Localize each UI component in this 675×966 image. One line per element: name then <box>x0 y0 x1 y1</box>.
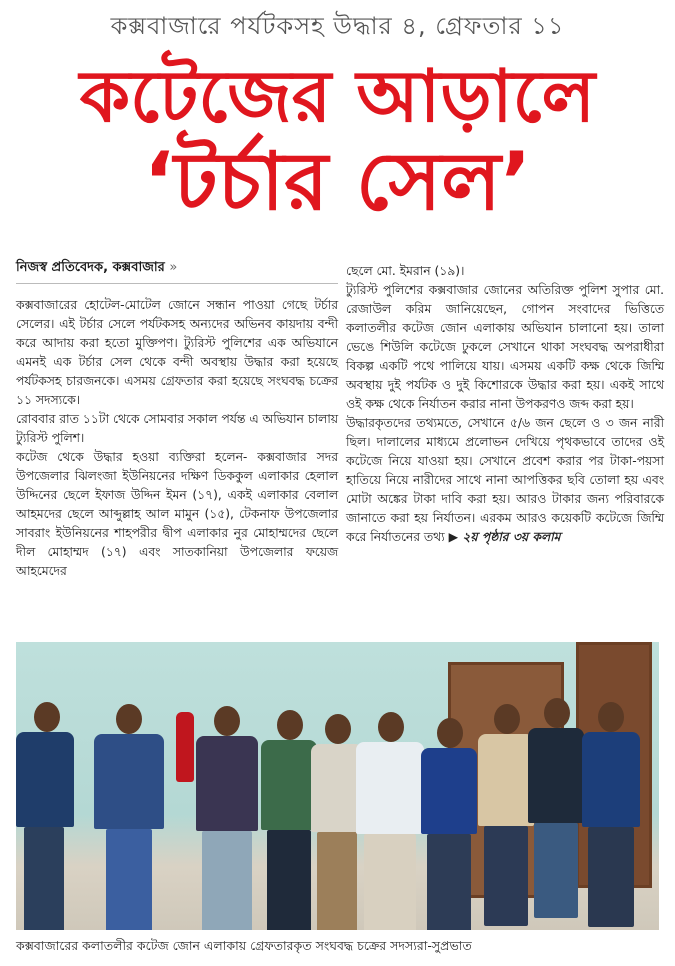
byline <box>16 258 338 284</box>
byline-arrow-icon: » <box>169 260 178 275</box>
main-headline-line-2: ‘টর্চার সেল’ <box>143 135 532 228</box>
news-photo <box>16 642 659 930</box>
paragraph: কটেজ থেকে উদ্ধার হওয়া ব্যক্তিরা হলেন- কক্সবাজার সদর উপজেলার ঝিলংজা ইউনিয়নের দক্ষিণ ডিককুল এলাকার হেলাল উদ্দিনের ছেলে ইফাজ উদ্দিন ইমন (১৭), একই এলাকার বেলাল আহমদের ছেলে আব্দুল্লাহ আল মামুন (১৫), টেকনাফ উপজেলার সাবরাং ইউনিয়নের শাহপরীর দ্বীপ এলাকার নুর মোহাম্মদের ছেলে দীল মোহাম্মদ (১৭) এবং সাতকানিয়া উপজেলার ফয়েজ আহমেদের <box>16 450 338 578</box>
continuation-text: ২য় পৃষ্ঠার ৩য় কলাম <box>462 530 561 544</box>
kicker-headline: কক্সবাজারে পর্যটকসহ উদ্ধার ৪, গ্রেফতার ১১ <box>110 12 565 40</box>
paragraph <box>346 414 664 547</box>
paragraph-text: উদ্ধারকৃতদের তথ্যমতে, সেখানে ৫/৬ জন ছেলে ও ৩ জন নারী ছিল। দালালের মাধ্যমে প্রলোভন দেখিয়ে পৃথকভাবে তাদের ওই কটেজে নিয়ে যাওয়া হয়। সেখানে প্রবেশ করার পর টাকা-পয়সা হাতিয়ে নিয়ে নারীদের সাথে নানা আপত্তিকর ছবি তোলা হয় এবং মোটা অঙ্কের টাকা দাবি করা হয়। আরও টাকার জন্য পরিবারকে জানাতে করা হয় নির্যাতন। এরকম আরও কয়েকটি কটেজে জিম্মি করে নির্যাতনের তথ্য <box>346 416 664 544</box>
article-column-right <box>346 262 664 547</box>
fire-extinguisher <box>176 712 194 782</box>
continuation-jump-link[interactable] <box>449 530 561 544</box>
paragraph: কক্সবাজারের হোটেল-মোটেল জোনে সন্ধান পাওয়া গেছে টর্চার সেলের। এই টর্চার সেলে পর্যটকসহ অন্যদের অভিনব কায়দায় বন্দী করে আদায় করা হতো মুক্তিপণ। ট্যুরিস্ট পুলিশের এক অভিযানে এমনই এক টর্চার সেল থেকে বন্দী অবস্থায় উদ্ধার করা হয়েছে পর্যটকসহ চারজনকে। এসময় গ্রেফতার করা হয়েছে সংঘবদ্ধ চক্রের ১১ সদস্যকে। <box>16 298 338 407</box>
article-column-left <box>16 296 338 581</box>
paragraph: রোববার রাত ১১টা থেকে সোমবার সকাল পর্যন্ত এ অভিযান চালায় ট্যুরিস্ট পুলিশ। <box>16 412 338 445</box>
play-arrow-icon: ▶ <box>448 530 459 544</box>
byline-text: নিজস্ব প্রতিবেদক, কক্সবাজার <box>16 260 165 275</box>
main-headline-line-1: কটেজের আড়ালে <box>79 54 596 138</box>
photo-caption: কক্সবাজারের কলাতলীর কটেজ জোন এলাকায় গ্রেফতারকৃত সংঘবদ্ধ চক্রের সদস্যরা-সুপ্রভাত <box>16 938 472 953</box>
paragraph: ছেলে মো. ইমরান (১৯)। <box>346 264 465 278</box>
paragraph: ট্যুরিস্ট পুলিশের কক্সবাজার জোনের অতিরিক্ত পুলিশ সুপার মো. রেজাউল করিম জানিয়েছেন, গোপন সংবাদের ভিত্তিতে কলাতলীর কটেজ জোন এলাকায় অভিযান চালানো হয়। তালা ভেঙে শিউলি কটেজে ঢুকলে সেখানে থাকা সংঘবদ্ধ অপরাধীরা বিকল্প একটি পথে পালিয়ে যায়। এসময় একটি কক্ষ থেকে জিম্মি অবস্থায় দুই পর্যটক ও দুই কিশোরকে উদ্ধার করা হয়। একই সাথে ওই কক্ষ থেকে নির্যাতন করার নানা উপকরণও জব্দ করা হয়। <box>346 283 664 411</box>
